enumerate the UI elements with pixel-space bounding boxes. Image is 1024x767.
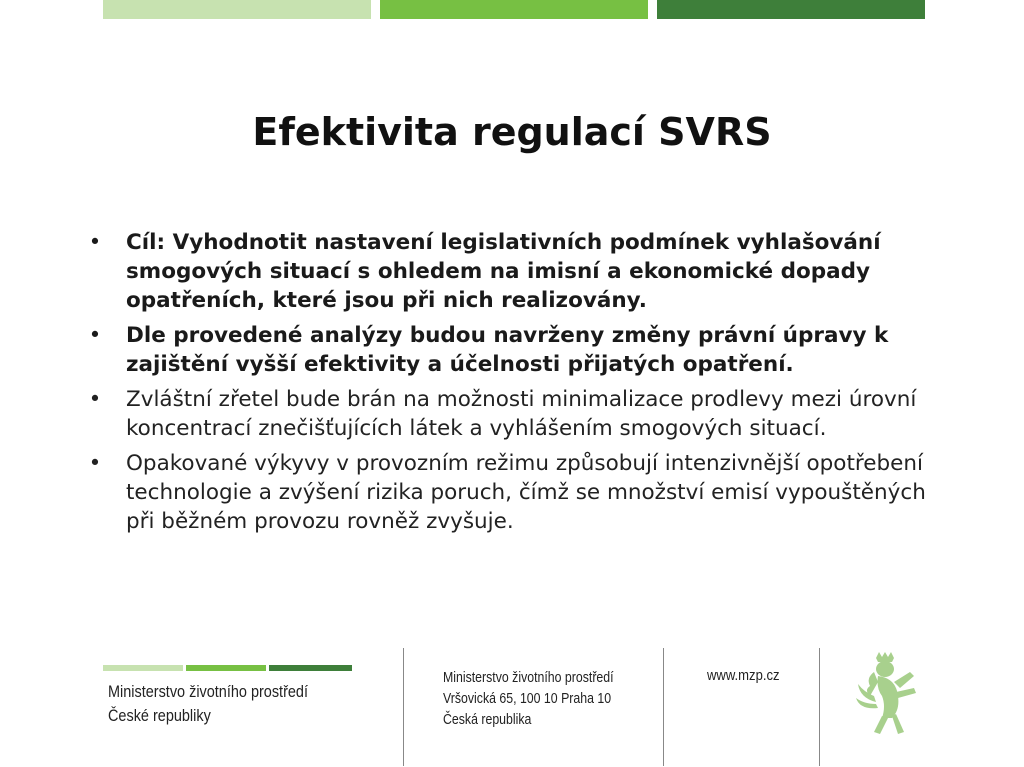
bullet-dot: • bbox=[88, 323, 102, 348]
bullet-dot: • bbox=[88, 230, 102, 255]
czech-lion-icon bbox=[852, 652, 926, 738]
bullet-dot: • bbox=[88, 451, 102, 476]
bullet-text: Cíl: Vyhodnotit nastavení legislativních podmínek vyhlašování smogových situací s ohledem na imisní a ekonomické dopady opatřeních, které jsou při nich realizovány. bbox=[126, 230, 881, 313]
footer-address bbox=[443, 668, 614, 731]
ministry-line-2: České republiky bbox=[108, 706, 211, 725]
bullet-text: Opakované výkyvy v provozním režimu způsobují intenzivnější opotřebení technologie a zvýšení rizika poruch, čímž se množství emisí vypouštěných při běžném provozu rovněž zvyšuje. bbox=[126, 451, 926, 534]
bullet-item bbox=[88, 321, 938, 379]
slide-title: Efektivita regulací SVRS bbox=[252, 110, 772, 154]
footer-divider bbox=[403, 648, 404, 766]
address-line-2: Vršovická 65, 100 10 Praha 10 bbox=[443, 691, 612, 707]
ministry-line-1: Ministerstvo životního prostředí bbox=[108, 682, 308, 701]
bullet-text: Zvláštní zřetel bude brán na možnosti minimalizace prodlevy mezi úrovní koncentrací znečišťujících látek a vyhlášením smogových situací. bbox=[126, 387, 917, 441]
bullet-text: Dle provedené analýzy budou navrženy změny právní úpravy k zajištění vyšší efektivity a účelnosti přijatých opatření. bbox=[126, 323, 889, 377]
top-stripe-mid bbox=[380, 0, 648, 19]
footer-stripe-light bbox=[103, 665, 183, 671]
bullet-item bbox=[88, 385, 938, 443]
bullet-item bbox=[88, 228, 938, 315]
footer-divider bbox=[663, 648, 664, 766]
footer-stripe-mid bbox=[186, 665, 266, 671]
website-link[interactable]: www.mzp.cz bbox=[707, 668, 780, 684]
ministry-logo-text bbox=[108, 680, 308, 728]
bullet-item bbox=[88, 449, 938, 536]
bullet-dot: • bbox=[88, 387, 102, 412]
top-stripe-light bbox=[103, 0, 371, 19]
top-stripe-dark bbox=[657, 0, 925, 19]
address-line-3: Česká republika bbox=[443, 712, 532, 728]
address-line-1: Ministerstvo životního prostředí bbox=[443, 670, 614, 686]
bullet-list bbox=[88, 228, 938, 542]
footer-stripe-dark bbox=[269, 665, 352, 671]
footer-divider bbox=[819, 648, 820, 766]
